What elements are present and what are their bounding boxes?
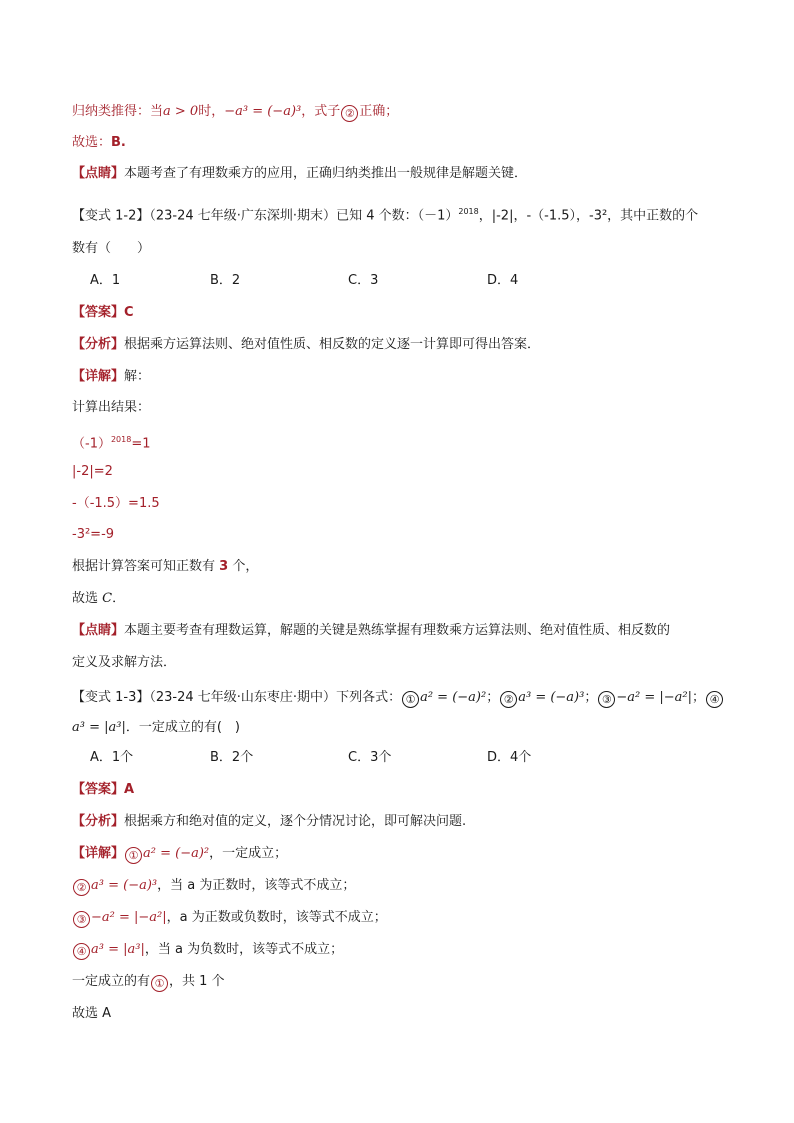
analysis-tag: 【分析】 [72,814,125,829]
option-b: B．2 [210,273,241,288]
math: a > 0 [163,104,199,119]
option-c: C．3个 [348,750,392,765]
text: 本题主要考查有理数运算，解题的关键是熟练掌握有理数乘方运算法则、绝对值性质、相反数的 [124,623,671,638]
exponent: 2018 [458,207,479,216]
note-line [72,165,527,183]
analysis-tag: 【分析】 [72,337,125,352]
circled-number: ② [500,691,517,708]
question-1-2 [72,203,698,225]
math: −a² = |−a²| [91,910,167,925]
question-1-3-line2 [72,719,240,737]
text: =1 [131,436,151,452]
summary-line [72,973,225,992]
result-1 [72,431,151,453]
text: 故选 [72,591,103,606]
induction-line [72,103,398,122]
count: 3 [219,559,229,574]
choose-line-3: 故选 A [72,1006,112,1021]
circled-number: ① [125,847,142,864]
question-1-3: 【变式 1-3】（23-24 七年级·山东枣庄·期中）下列各式： ① a² = (−a)²； ② a³ = (−a)³； ③ −a² = |−a²|； ④ [72,689,724,708]
option-a: A．1 [90,273,121,288]
text: ，当 a 为正数时，该等式不成立； [157,878,356,893]
result-2: |-2|=2 [72,464,113,479]
circled-number: ① [151,975,168,992]
detail-tag: 【详解】 [72,846,125,861]
answer-value: A [124,782,135,797]
math: a³ = (−a)³ [518,690,585,705]
answer-value: B. [111,135,126,150]
exponent: 2018 [110,435,132,444]
text: 一定成立的有 [72,974,151,989]
text: ，当 a 为负数时，该等式不成立； [144,942,344,957]
detail-line-3 [72,845,287,864]
question-1-2-line2: 数有（ ） [72,241,151,256]
text: ，a 为正数或负数时，该等式不成立； [166,910,387,925]
choose-line-2 [72,590,125,608]
text: （-1） [72,436,111,452]
question-source: （23-24 七年级·广东深圳·期末） [149,208,337,224]
result-4: -3²=-9 [72,527,115,542]
math: a³ = |a³| [91,942,145,957]
answer-tag: 【答案】 [72,782,125,797]
text: ． [112,591,126,606]
answer-line-3 [72,781,134,799]
text: 已知 4 个数：（－1） [336,208,459,224]
answer-line [72,304,134,322]
question-source: （23-24 七年级·山东枣庄·期中） [149,690,337,705]
analysis-line-3 [72,813,466,831]
text: 根据计算答案可知正数有 [72,559,220,574]
option-c: C．3 [348,273,379,288]
note-tag: 【点睛】 [72,166,125,181]
text: 个， [228,559,259,574]
text: 归纳类推得：当 [72,104,164,119]
detail-2 [72,877,355,896]
answer-value: C [124,305,134,320]
calc-line: 计算出结果： [72,400,151,415]
detail-tag: 【详解】 [72,369,125,384]
option-b: B．2个 [210,750,254,765]
text: 故选： [72,135,112,150]
math: a² = (−a)² [143,846,210,861]
option-a: A．1个 [90,750,134,765]
text: 根据乘方和绝对值的定义，逐个分情况讨论，即可解决问题. [124,814,467,829]
math: −a³ = (−a)³ [224,104,302,119]
text: ，共 1 个 [169,974,225,989]
analysis-line [72,336,540,354]
circled-number: ④ [706,691,723,708]
circled-number: ② [341,105,358,122]
text: 根据乘方运算法则、绝对值性质、相反数的定义逐一计算即可得出答案． [124,337,541,352]
text: ，一定成立； [209,846,288,861]
note-line-2b: 定义及求解方法． [72,655,177,670]
text: 正确； [359,104,399,119]
circled-number: ① [402,691,419,708]
conclusion-line [72,558,258,576]
text: ，式子 [301,104,341,119]
math: −a² = |−a²| [616,690,692,705]
detail-4 [72,941,343,960]
choose-line [72,134,126,152]
math: a² = (−a)² [420,690,487,705]
note-tag: 【点睛】 [72,623,125,638]
text: ，|-2|，-（-1.5），-3²，其中正数的个 [478,208,699,224]
text: 时， [198,104,225,119]
answer-value: C [102,591,113,606]
question-label: 【变式 1-3】 [72,690,150,705]
answer-tag: 【答案】 [72,305,125,320]
math: a³ = |a³| [72,720,126,735]
text: ．一定成立的有( ) [125,720,240,735]
question-label: 【变式 1-2】 [72,208,150,224]
detail-line [72,368,150,386]
circled-number: ③ [598,691,615,708]
text: 解： [124,369,151,384]
text: 本题考查了有理数乘方的应用，正确归纳类推出一般规律是解题关键． [124,166,528,181]
option-d: D．4个 [487,750,532,765]
text: 下列各式： [336,690,402,705]
detail-3 [72,909,387,928]
note-line-2 [72,622,670,640]
result-3: -（-1.5）=1.5 [72,496,160,511]
circled-number: ② [73,879,90,896]
circled-number: ④ [73,943,90,960]
circled-number: ③ [73,911,90,928]
option-d: D．4 [487,273,519,288]
math: a³ = (−a)³ [91,878,158,893]
